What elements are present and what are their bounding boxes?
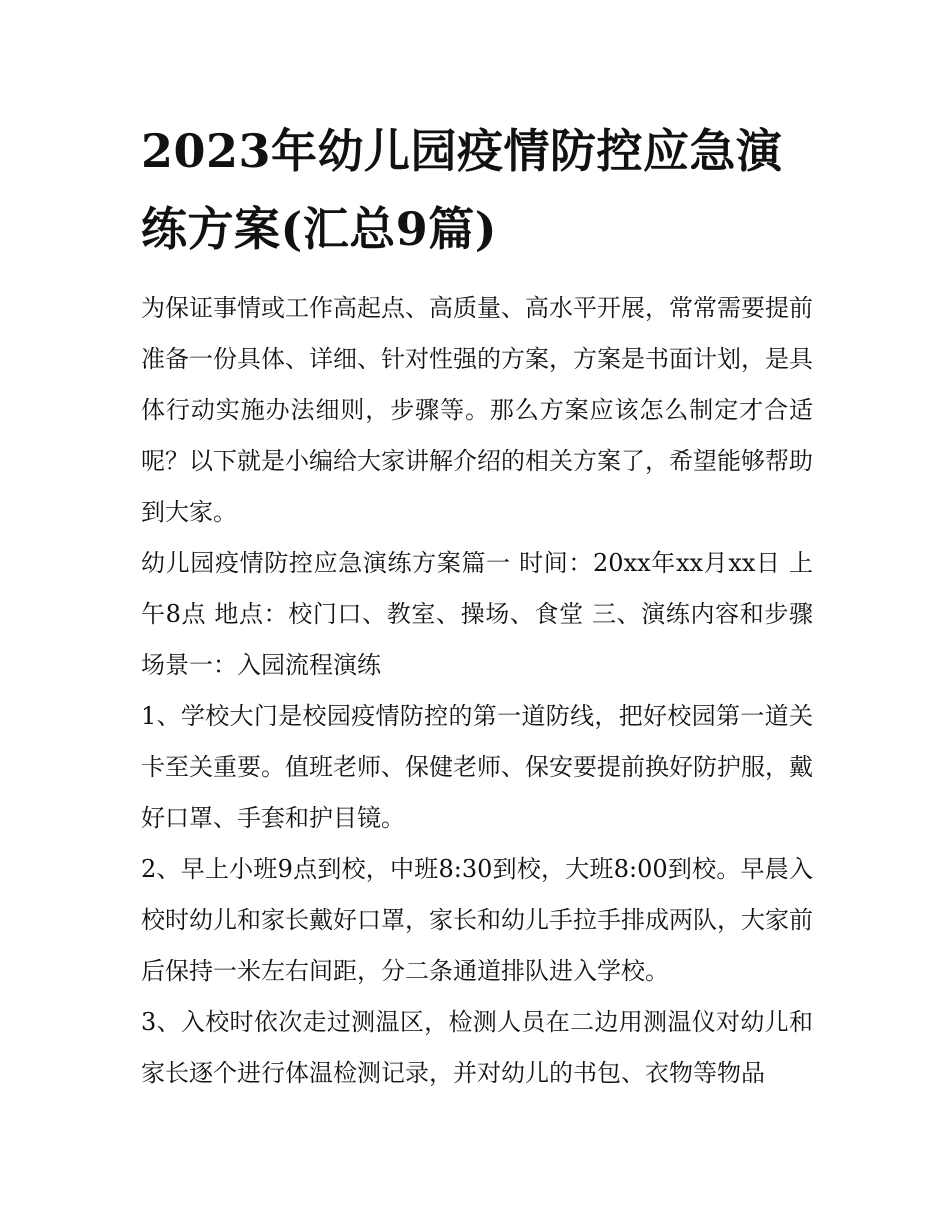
document-body (141, 283, 813, 1099)
intro-paragraph: 为保证事情或工作高起点、高质量、高水平开展，常常需要提前准备一份具体、详细、针对性强的方案，方案是书面计划，是具体行动实施办法细则，步骤等。那么方案应该怎么制定才合适呢？以下就是小编给大家讲解介绍的相关方案了，希望能够帮助到大家。 (141, 294, 813, 526)
plan-one-paragraph: 幼儿园疫情防控应急演练方案篇一 时间：20xx年xx月xx日 上午8点 地点：校门口、教室、操场、食堂 三、演练内容和步骤 场景一：入园流程演练 (141, 549, 813, 679)
document-title: 2023年幼儿园疫情防控应急演练方案(汇总9篇) (141, 124, 783, 256)
step-one-paragraph: 1、学校大门是校园疫情防控的第一道防线，把好校园第一道关卡至关重要。值班老师、保健老师、保安要提前换好防护服，戴好口罩、手套和护目镜。 (141, 702, 813, 832)
step-two-paragraph: 2、早上小班9点到校，中班8:30到校，大班8:00到校。早晨入校时幼儿和家长戴好口罩，家长和幼儿手拉手排成两队，大家前后保持一米左右间距，分二条通道排队进入学校。 (141, 855, 813, 985)
step-three-paragraph: 3、入校时依次走过测温区，检测人员在二边用测温仪对幼儿和家长逐个进行体温检测记录，并对幼儿的书包、衣物等物品 (141, 1008, 813, 1087)
document-content (141, 112, 813, 1099)
